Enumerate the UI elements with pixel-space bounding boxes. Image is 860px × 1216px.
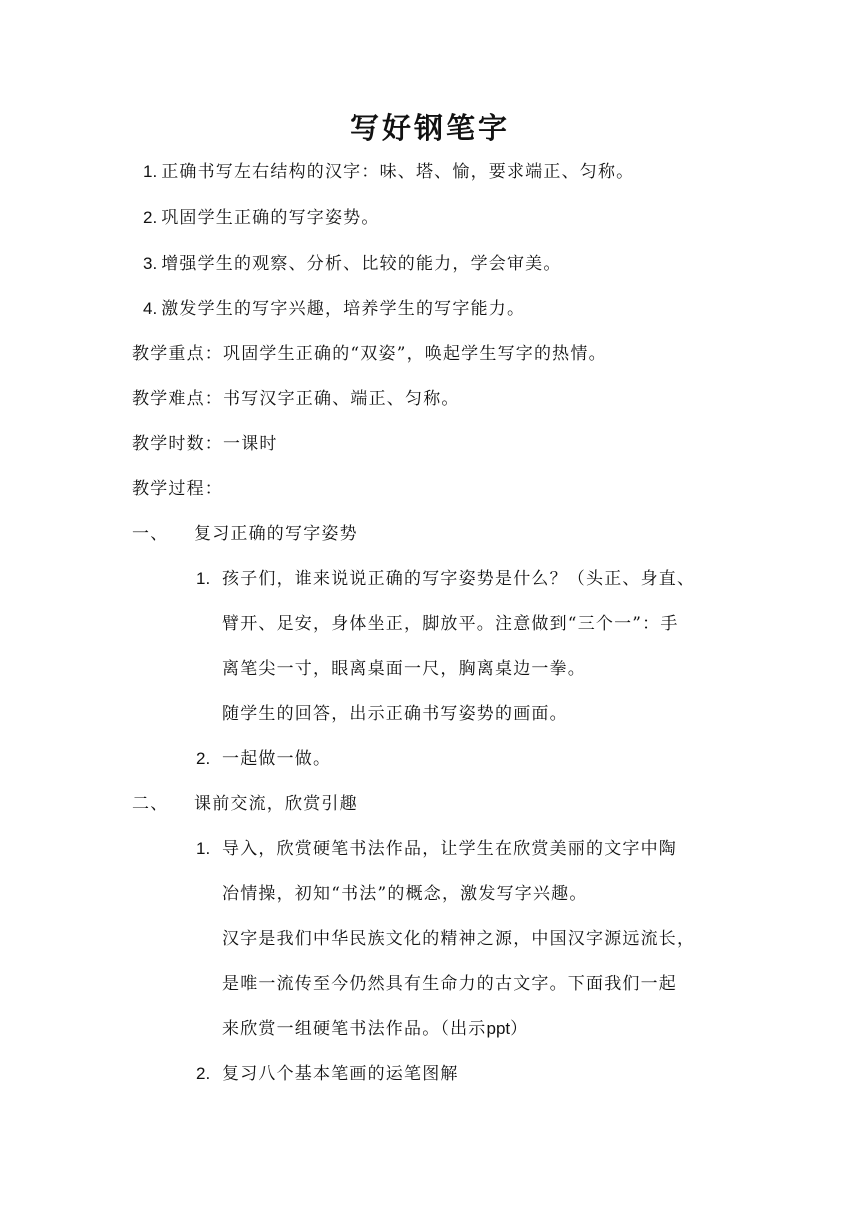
step-line: 汉字是我们中华民族文化的精神之源，中国汉字源远流长， — [222, 929, 696, 949]
step-text: 复习八个基本笔画的运笔图解 — [222, 1064, 459, 1084]
process-label: 教学过程： — [132, 479, 223, 499]
step-number: 2. — [196, 749, 211, 768]
step-line: 随学生的回答，出示正确书写姿势的画面。 — [222, 704, 568, 724]
class-hours: 教学时数：一课时 — [132, 434, 278, 454]
step-line — [196, 567, 696, 591]
step-line: 臂开、足安，身体坐正，脚放平。注意做到“三个一”：手 — [222, 614, 679, 634]
step-line: 是唯一流传至今仍然具有生命力的古文字。下面我们一起 — [222, 974, 677, 994]
objective-text: 增强学生的观察、分析、比较的能力，学会审美。 — [161, 254, 562, 274]
step-text: 导入，欣赏硬笔书法作品，让学生在欣赏美丽的文字中陶 — [222, 839, 677, 859]
step-text: 一起做一做。 — [222, 749, 332, 769]
section-title: 课前交流，欣赏引趣 — [194, 794, 358, 814]
objective-number: 2. — [143, 208, 158, 227]
objective-item — [143, 297, 525, 321]
step-number: 1. — [196, 569, 211, 588]
objective-number: 3. — [143, 254, 158, 273]
step-number: 2. — [196, 1064, 211, 1083]
objective-item — [143, 160, 634, 184]
objective-number: 4. — [143, 299, 158, 318]
step-text: 孩子们，谁来说说正确的写字姿势是什么？（头正、身直、 — [222, 569, 696, 589]
step-line — [196, 837, 677, 861]
step-line — [196, 1062, 459, 1086]
objective-text: 激发学生的写字兴趣，培养学生的写字能力。 — [161, 299, 526, 319]
section-title: 复习正确的写字姿势 — [194, 524, 358, 544]
section-mark: 一、 — [132, 524, 169, 544]
objective-text: 巩固学生正确的写字姿势。 — [161, 208, 380, 228]
document-title: 写好钢笔字 — [349, 111, 510, 145]
step-line: 离笔尖一寸，眼离桌面一尺，胸离桌边一拳。 — [222, 659, 586, 679]
objective-text: 正确书写左右结构的汉字：味、塔、愉，要求端正、匀称。 — [161, 162, 635, 182]
step-text-ppt: ppt — [486, 1019, 511, 1038]
step-text: 来欣赏一组硬笔书法作品。（出示 — [222, 1019, 487, 1039]
objective-item — [143, 206, 380, 230]
step-line — [222, 1017, 528, 1041]
step-line — [196, 747, 332, 771]
step-number: 1. — [196, 839, 211, 858]
difficult-point: 教学难点：书写汉字正确、端正、匀称。 — [132, 389, 460, 409]
section-mark: 二、 — [132, 794, 169, 814]
step-text-end: ） — [510, 1019, 529, 1039]
key-point: 教学重点：巩固学生正确的“双姿”，唤起学生写字的热情。 — [132, 344, 607, 364]
step-line: 冶情操，初知“书法”的概念，激发写字兴趣。 — [222, 884, 588, 904]
objective-item — [143, 252, 562, 276]
objective-number: 1. — [143, 162, 158, 181]
